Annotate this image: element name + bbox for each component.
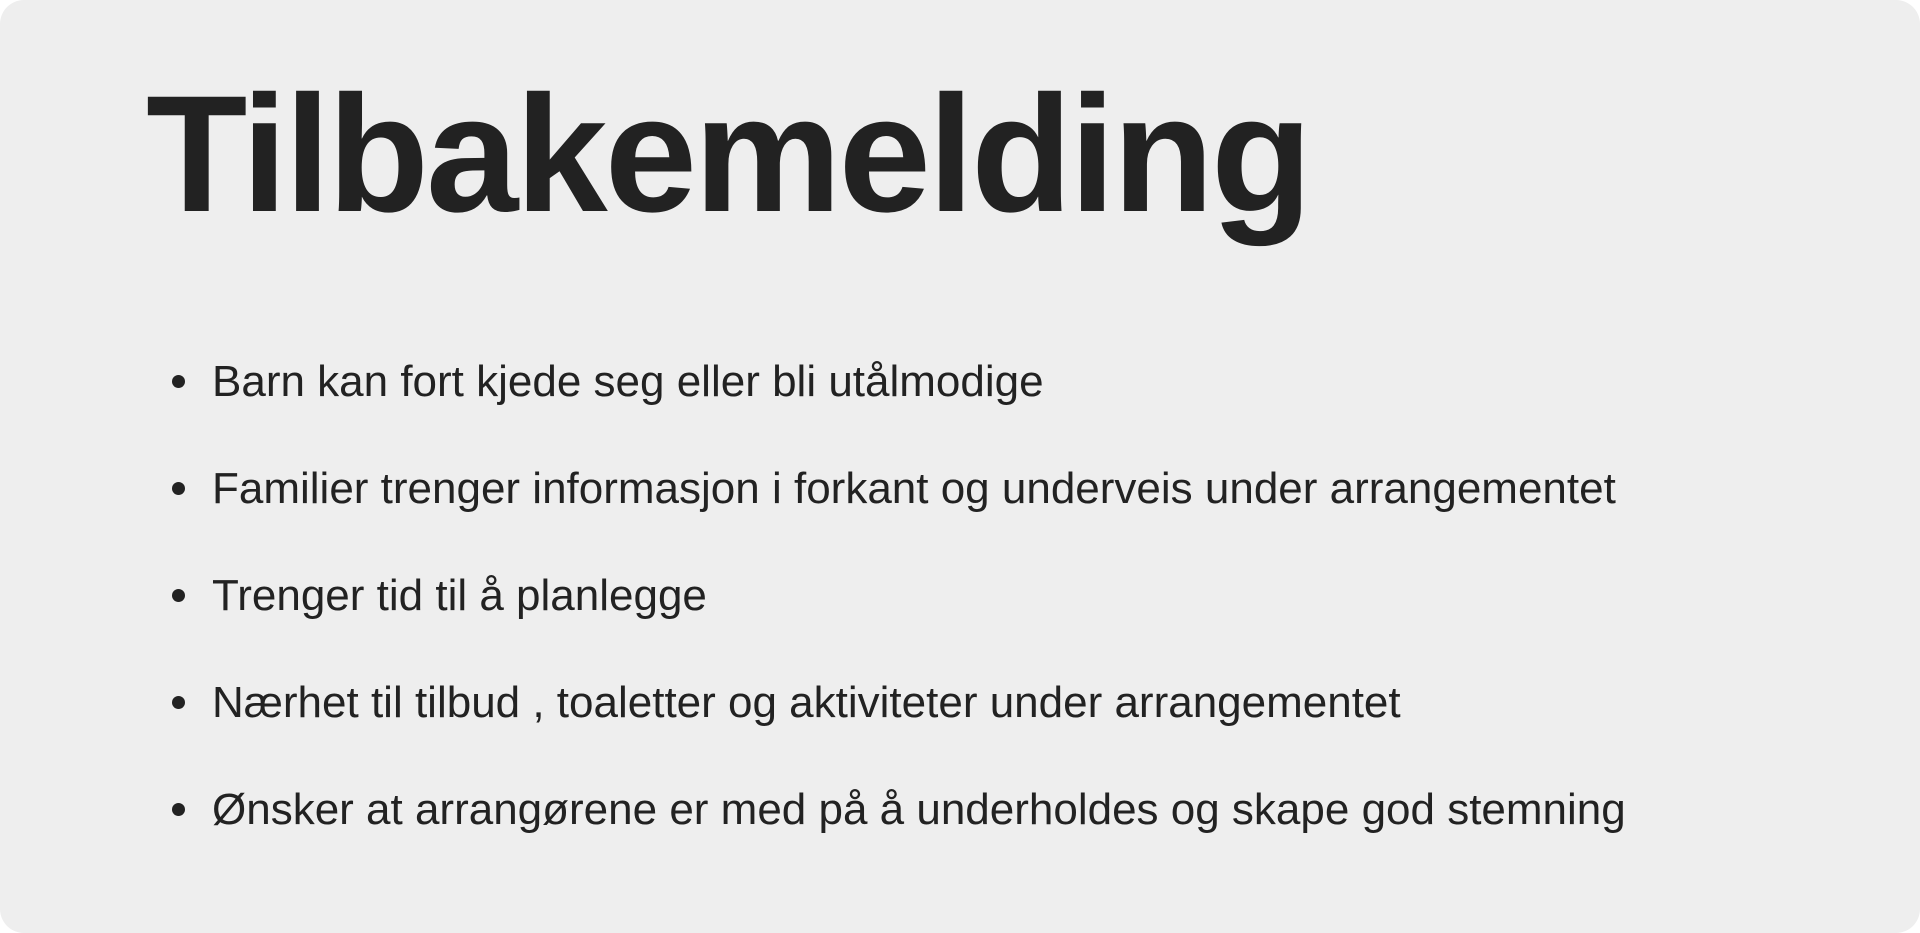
list-item-text: Barn kan fort kjede seg eller bli utålmodige	[212, 357, 1044, 406]
bullet-dot-icon	[172, 803, 185, 816]
bullet-dot-icon	[172, 482, 185, 495]
slide-title: Tilbakemelding	[146, 62, 1310, 247]
bullet-dot-icon	[172, 375, 185, 388]
list-item	[172, 461, 1626, 568]
bullet-dot-icon	[172, 589, 185, 602]
list-item	[172, 782, 1626, 889]
bullet-dot-icon	[172, 696, 185, 709]
bullet-list	[172, 354, 1626, 889]
list-item-text: Nærhet til tilbud , toaletter og aktiviteter under arrangementet	[212, 678, 1401, 727]
list-item	[172, 568, 1626, 675]
list-item-text: Trenger tid til å planlegge	[212, 571, 707, 620]
list-item-text: Familier trenger informasjon i forkant og underveis under arrangementet	[212, 464, 1616, 513]
list-item-text: Ønsker at arrangørene er med på å underholdes og skape god stemning	[212, 785, 1626, 834]
list-item	[172, 675, 1626, 782]
list-item	[172, 354, 1626, 461]
